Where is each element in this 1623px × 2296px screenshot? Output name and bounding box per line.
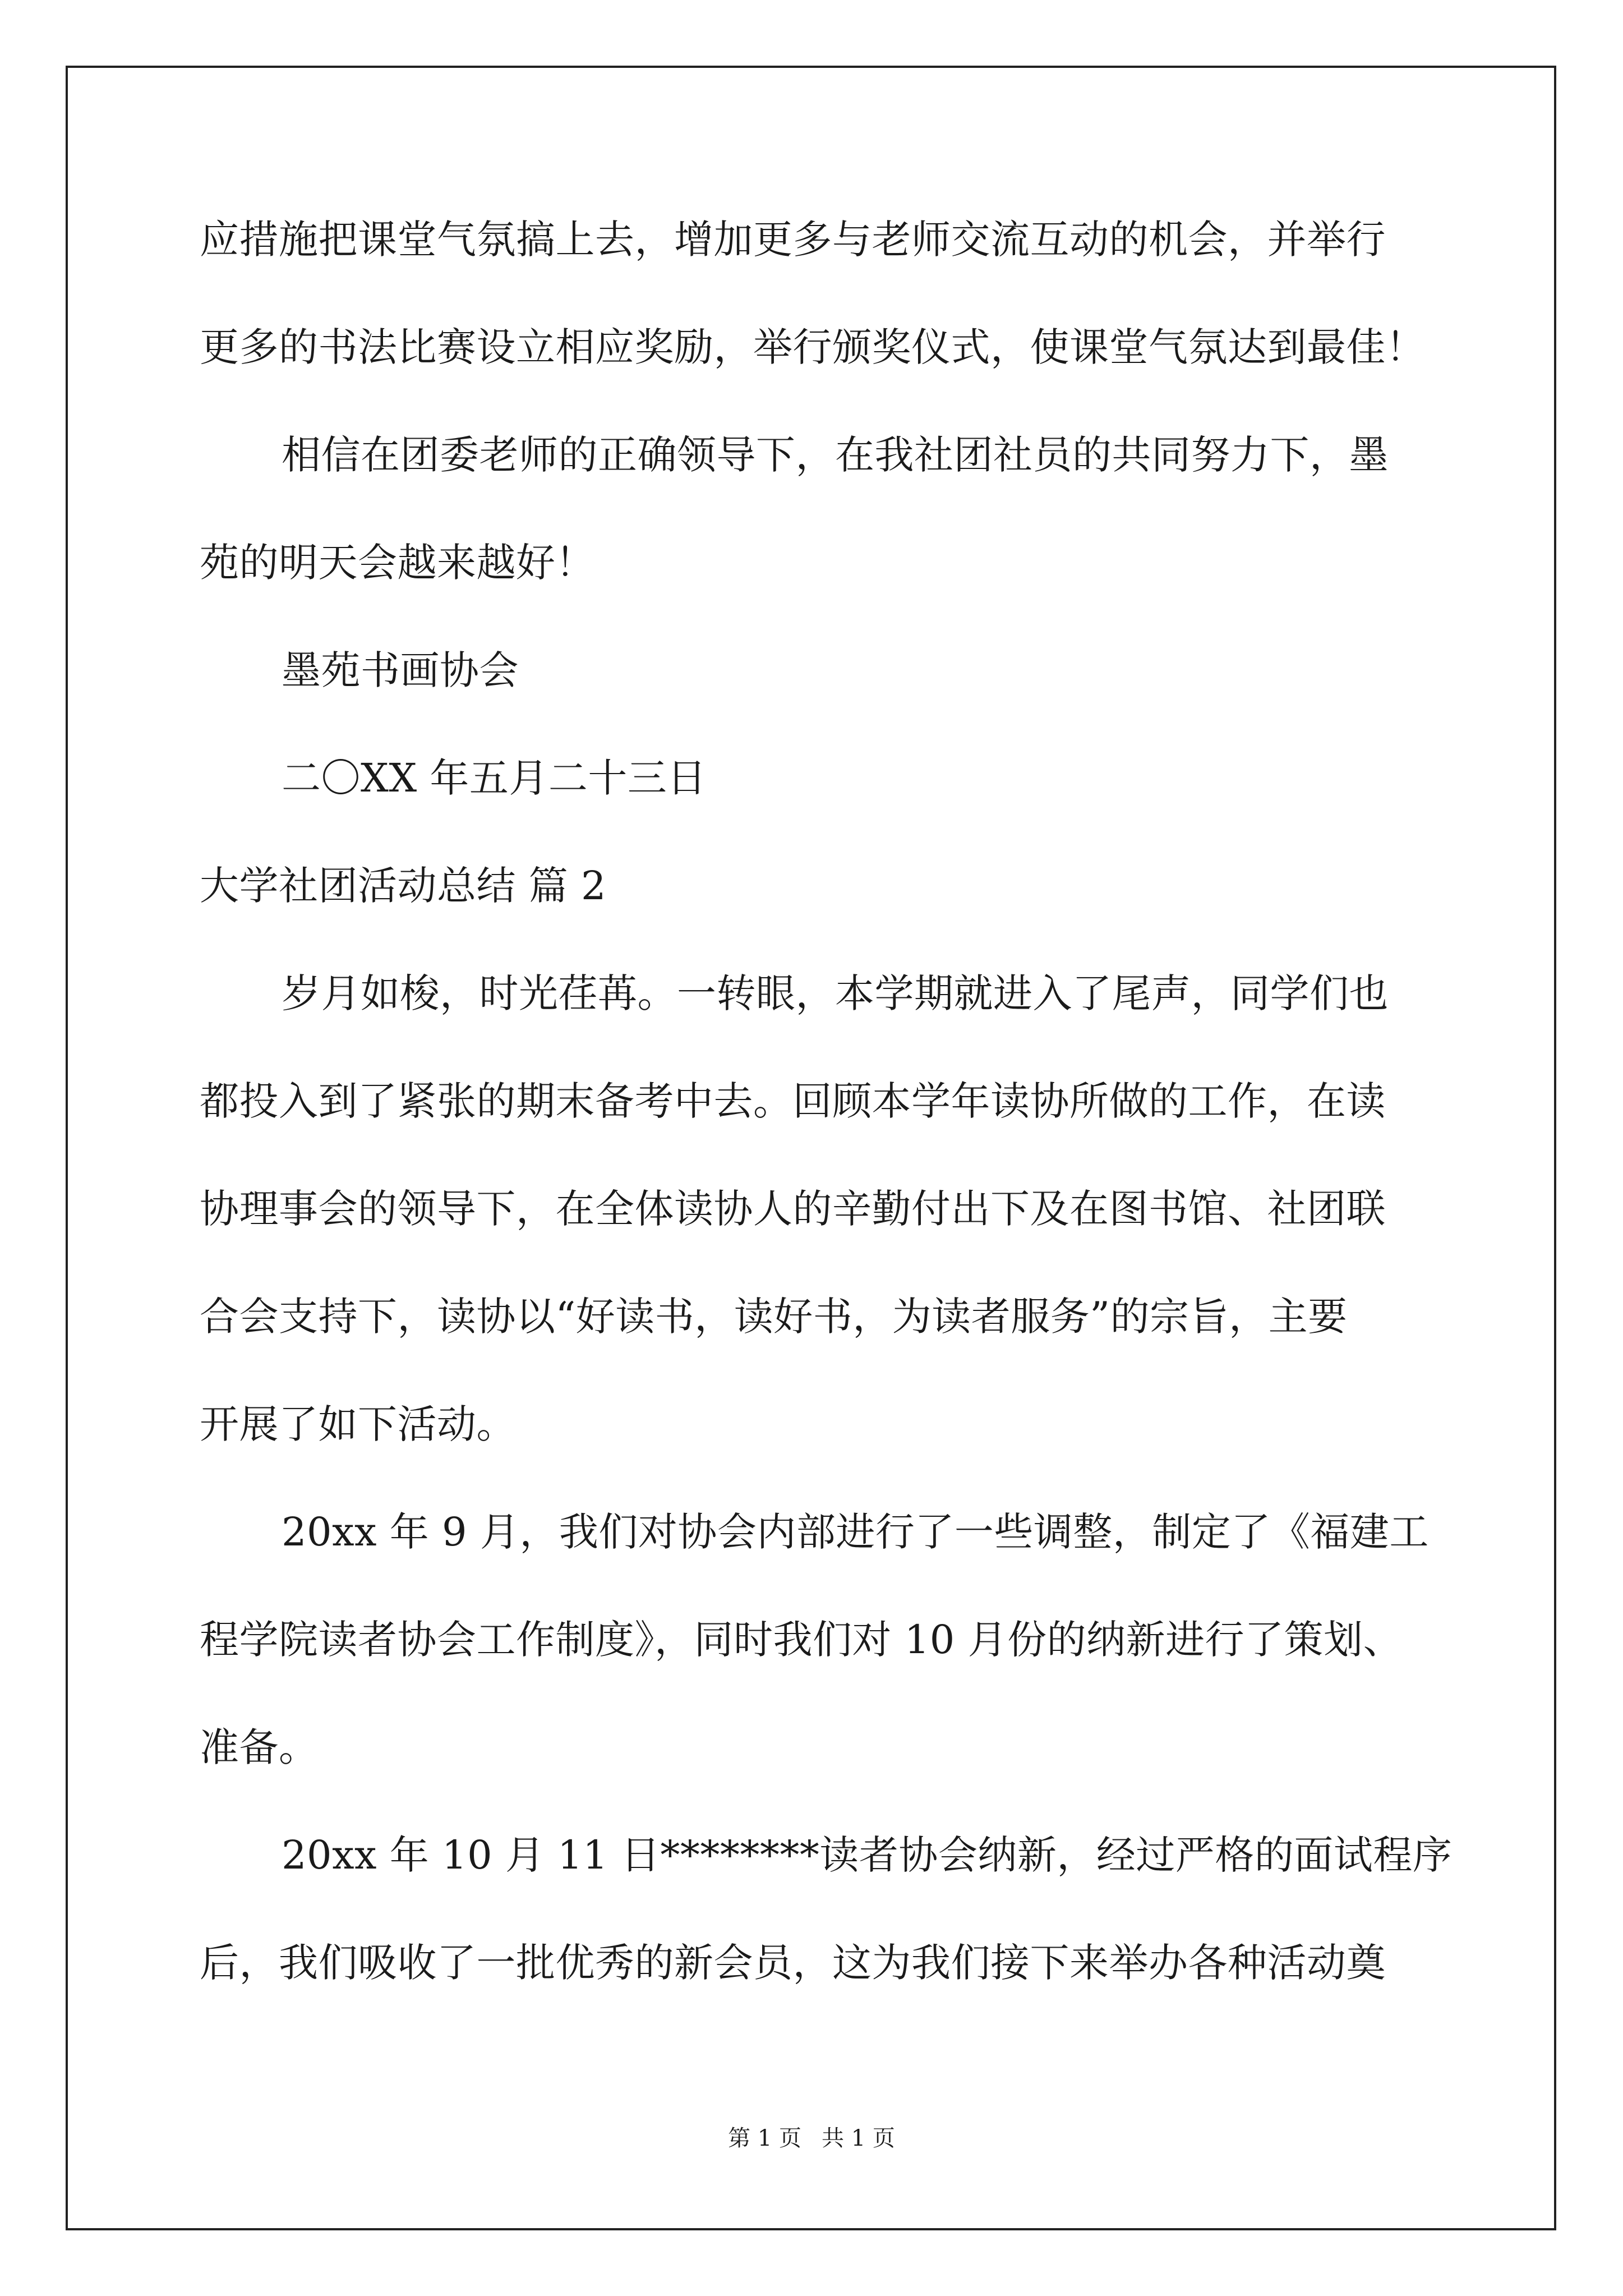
text-line: 更多的书法比赛设立相应奖励，举行颁奖仪式，使课堂气氛达到最佳！ <box>200 324 1426 370</box>
text-line: 苑的明天会越来越好！ <box>200 540 595 586</box>
section-heading: 大学社团活动总结 篇 2 <box>200 863 607 909</box>
text-line: 合会支持下，读协以“好读书，读好书，为读者服务”的宗旨，主要 <box>200 1294 1348 1340</box>
text-line: 都投入到了紧张的期末备考中去。回顾本学年读协所做的工作，在读 <box>200 1078 1386 1124</box>
paragraph-start-line: 20xx 年 9 月，我们对协会内部进行了一些调整，制定了《福建工 <box>282 1509 1429 1555</box>
paragraph-start-line: 岁月如梭，时光荏苒。一转眼，本学期就进入了尾声，同学们也 <box>282 970 1389 1016</box>
signature-date: 二〇XX 年五月二十三日 <box>282 755 707 801</box>
text-line: 后，我们吸收了一批优秀的新会员，这为我们接下来举办各种活动奠 <box>200 1940 1386 1986</box>
text-line: 程学院读者协会工作制度》，同时我们对 10 月份的纳新进行了策划、 <box>200 1617 1403 1663</box>
paragraph-start-line: 相信在团委老师的正确领导下，在我社团社员的共同努力下，墨 <box>282 432 1389 478</box>
signature-organization: 墨苑书画协会 <box>282 647 519 693</box>
text-line: 准备。 <box>200 1724 319 1770</box>
paragraph-start-line: 20xx 年 10 月 11 日********读者协会纳新，经过严格的面试程序 <box>282 1832 1453 1878</box>
document-body <box>200 209 1453 2040</box>
page-total: 共 1 页 <box>822 2125 895 2151</box>
page-number: 第 1 页 <box>728 2125 801 2151</box>
page-footer <box>0 2122 1623 2155</box>
text-line: 开展了如下活动。 <box>200 1401 516 1447</box>
text-line: 应措施把课堂气氛搞上去，增加更多与老师交流互动的机会，并举行 <box>200 217 1386 263</box>
text-line: 协理事会的领导下，在全体读协人的辛勤付出下及在图书馆、社团联 <box>200 1186 1386 1232</box>
